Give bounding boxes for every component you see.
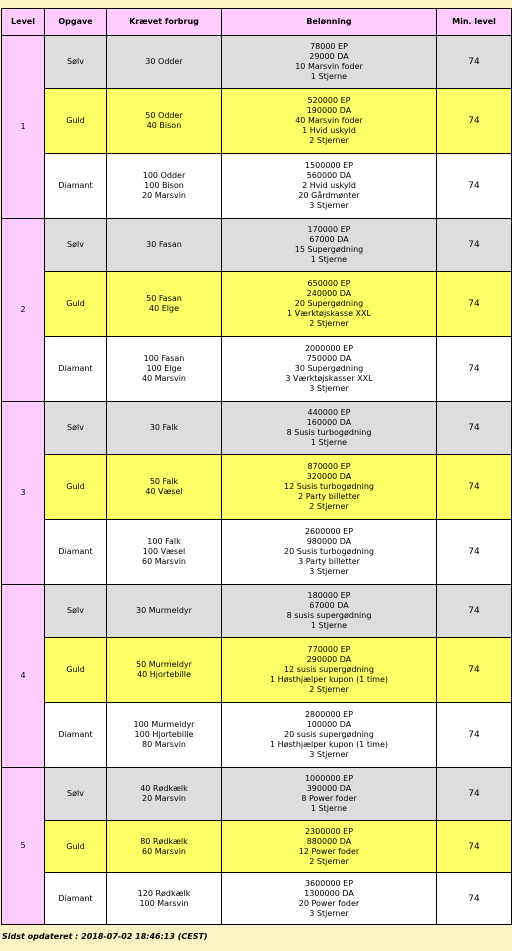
reward-cell [222,272,437,337]
reward-line: 40 Marsvin foder [295,116,363,125]
required-line: 80 Marsvin [141,740,186,749]
table-body [2,36,512,925]
last-updated: Sidst opdateret : 2018-07-02 18:46:13 (CEST) [2,932,208,941]
required-cell [107,89,222,154]
required-line: 50 Odder [145,111,183,120]
reward-line: 1500000 EP [304,161,354,170]
reward-line: 2 Stjerner [309,685,349,694]
reward-line: 12 susis supergødning [284,665,374,674]
required-line: 100 Bison [144,181,184,190]
task-cell: Sølv [45,36,107,89]
reward-line: 12 Susis turbogødning [284,482,374,491]
required-cell [107,272,222,337]
table-row [2,821,512,873]
reward-line: 1 Stjerne [310,804,348,813]
table-row [2,337,512,402]
table-row [2,638,512,703]
task-cell: Sølv [45,585,107,638]
task-cell: Diamant [45,337,107,402]
required-line: 30 Odder [145,57,183,66]
reward-cell [222,402,437,455]
task-cell: Sølv [45,219,107,272]
reward-line: 770000 EP [307,645,351,654]
table-row [2,520,512,585]
required-cell [107,638,222,703]
table-row [2,768,512,821]
required-cell [107,821,222,873]
required-cell [107,873,222,925]
required-line: 40 Væsel [145,487,183,496]
level-cell: 4 [2,585,45,768]
required-cell [107,337,222,402]
table-row [2,703,512,768]
required-line: 40 Rødkælk [140,784,188,793]
required-line: 50 Murmeldyr [136,660,192,669]
min-level-cell: 74 [437,768,512,821]
required-line: 50 Falk [149,477,179,486]
reward-line: 750000 DA [306,354,352,363]
required-line: 100 Elge [146,364,182,373]
reward-cell [222,337,437,402]
table-row [2,455,512,520]
reward-cell [222,638,437,703]
reward-line: 1 Stjerne [310,621,348,630]
min-level-cell: 74 [437,873,512,925]
reward-cell [222,219,437,272]
reward-line: 3 Stjerner [309,567,349,576]
table-row [2,585,512,638]
reward-line: 1 Værktøjskasse XXL [287,309,371,318]
task-cell: Guld [45,638,107,703]
reward-line: 100000 DA [306,720,352,729]
reward-cell [222,585,437,638]
required-line: 100 Odder [142,171,186,180]
reward-line: 2 Stjerner [309,319,349,328]
reward-line: 10 Marsvin foder [295,62,363,71]
reward-line: 20 Supergødning [294,299,364,308]
reward-cell [222,520,437,585]
reward-line: 160000 DA [306,418,352,427]
required-line: 100 Murmeldyr [133,720,195,729]
reward-line: 190000 DA [306,106,352,115]
reward-line: 1 Stjerne [310,72,348,81]
required-cell [107,402,222,455]
required-line: 40 Marsvin [141,374,186,383]
task-cell: Guld [45,272,107,337]
reward-line: 67000 DA [309,235,349,244]
reward-line: 1 Hvid uskyld [302,126,356,135]
reward-cell [222,821,437,873]
task-cell: Sølv [45,402,107,455]
min-level-cell: 74 [437,455,512,520]
reward-line: 290000 DA [306,655,352,664]
required-cell [107,585,222,638]
level-cell: 1 [2,36,45,219]
required-line: 60 Marsvin [141,846,186,856]
table-row [2,36,512,89]
reward-line: 650000 EP [307,279,351,288]
required-line: 100 Væsel [142,547,186,556]
table-row [2,873,512,925]
header-task: Opgave [45,9,107,36]
task-cell: Diamant [45,703,107,768]
reward-line: 3 Stjerner [309,384,349,393]
reward-line: 1300000 DA [304,888,354,898]
reward-line: 78000 EP [310,42,348,51]
required-line: 80 Rødkælk [140,836,188,846]
reward-line: 390000 DA [306,784,352,793]
task-cell: Sølv [45,768,107,821]
reward-line: 1 Høsthjælper kupon (1 time) [269,675,389,684]
reward-line: 3600000 EP [304,878,354,888]
task-cell: Diamant [45,520,107,585]
required-cell [107,219,222,272]
required-line: 50 Fasan [146,294,182,303]
min-level-cell: 74 [437,821,512,873]
table-row [2,89,512,154]
required-cell [107,36,222,89]
task-cell: Guld [45,821,107,873]
reward-cell [222,89,437,154]
required-line: 60 Marsvin [141,557,186,566]
reward-line: 3 Party billetter [298,557,360,566]
required-line: 40 Hjortebille [137,670,191,679]
reward-line: 170000 EP [307,225,351,234]
reward-line: 2300000 EP [304,826,354,836]
reward-line: 1 Høsthjælper kupon (1 time) [269,740,389,749]
task-cell: Diamant [45,154,107,219]
min-level-cell: 74 [437,272,512,337]
reward-line: 1 Stjerne [310,438,348,447]
level-cell: 2 [2,219,45,402]
reward-line: 8 Susis turbogødning [286,428,372,437]
reward-line: 2000000 EP [304,344,354,353]
level-cell: 5 [2,768,45,925]
reward-line: 870000 EP [307,462,351,471]
rewards-table [1,8,512,925]
required-cell [107,703,222,768]
reward-line: 880000 DA [306,836,352,846]
required-cell [107,154,222,219]
reward-cell [222,455,437,520]
task-cell: Diamant [45,873,107,925]
reward-cell [222,703,437,768]
reward-line: 15 Supergødning [294,245,364,254]
reward-line: 3 Stjerner [309,908,349,918]
reward-line: 180000 EP [307,591,351,600]
reward-line: 2800000 EP [304,710,354,719]
table-row [2,154,512,219]
min-level-cell: 74 [437,337,512,402]
min-level-cell: 74 [437,703,512,768]
reward-line: 8 Power foder [301,794,357,803]
required-line: 100 Hjortebille [134,730,194,739]
reward-cell [222,36,437,89]
required-line: 30 Murmeldyr [136,606,192,615]
reward-line: 2 Party billetter [298,492,360,501]
required-line: 100 Marsvin [139,898,189,908]
min-level-cell: 74 [437,219,512,272]
reward-line: 240000 DA [306,289,352,298]
reward-line: 20 Power foder [298,898,360,908]
task-cell: Guld [45,455,107,520]
reward-line: 2 Stjerner [309,856,349,866]
header-row [2,9,512,36]
reward-line: 2 Stjerner [309,136,349,145]
min-level-cell: 74 [437,402,512,455]
reward-line: 980000 DA [306,537,352,546]
reward-line: 520000 EP [307,96,351,105]
required-line: 100 Falk [147,537,181,546]
min-level-cell: 74 [437,89,512,154]
table-row [2,272,512,337]
reward-line: 2600000 EP [304,527,354,536]
required-line: 40 Bison [146,121,182,130]
reward-line: 8 susis supergødning [286,611,372,620]
header-min-level: Min. level [437,9,512,36]
reward-line: 2 Stjerner [309,502,349,511]
reward-line: 3 Stjerner [309,750,349,759]
header-level: Level [2,9,45,36]
required-line: 40 Elge [149,304,179,313]
min-level-cell: 74 [437,520,512,585]
table-row [2,402,512,455]
reward-line: 20 susis supergødning [284,730,374,739]
min-level-cell: 74 [437,638,512,703]
reward-line: 1000000 EP [304,774,354,783]
reward-line: 320000 DA [306,472,352,481]
header-required: Krævet forbrug [107,9,222,36]
reward-cell [222,154,437,219]
required-line: 20 Marsvin [141,191,186,200]
reward-line: 12 Power foder [298,846,360,856]
reward-line: 67000 DA [309,601,349,610]
reward-line: 20 Gårdmønter [298,191,360,200]
required-line: 100 Fasan [143,354,185,363]
reward-cell [222,768,437,821]
required-cell [107,520,222,585]
task-cell: Guld [45,89,107,154]
level-cell: 3 [2,402,45,585]
min-level-cell: 74 [437,36,512,89]
required-line: 20 Marsvin [141,794,186,803]
required-line: 30 Falk [149,423,179,432]
reward-line: 3 Stjerner [309,201,349,210]
required-line: 120 Rødkælk [137,888,191,898]
min-level-cell: 74 [437,585,512,638]
required-line: 30 Fasan [146,240,182,249]
min-level-cell: 74 [437,154,512,219]
reward-line: 3 Værktøjskasser XXL [285,374,373,383]
required-cell [107,455,222,520]
reward-cell [222,873,437,925]
reward-line: 2 Hvid uskyld [302,181,356,190]
reward-line: 20 Susis turbogødning [284,547,374,556]
reward-line: 29000 DA [309,52,349,61]
required-cell [107,768,222,821]
reward-line: 560000 DA [306,171,352,180]
reward-line: 1 Stjerne [310,255,348,264]
table-row [2,219,512,272]
reward-line: 440000 EP [307,408,351,417]
header-reward: Belønning [222,9,437,36]
reward-line: 30 Supergødning [294,364,364,373]
